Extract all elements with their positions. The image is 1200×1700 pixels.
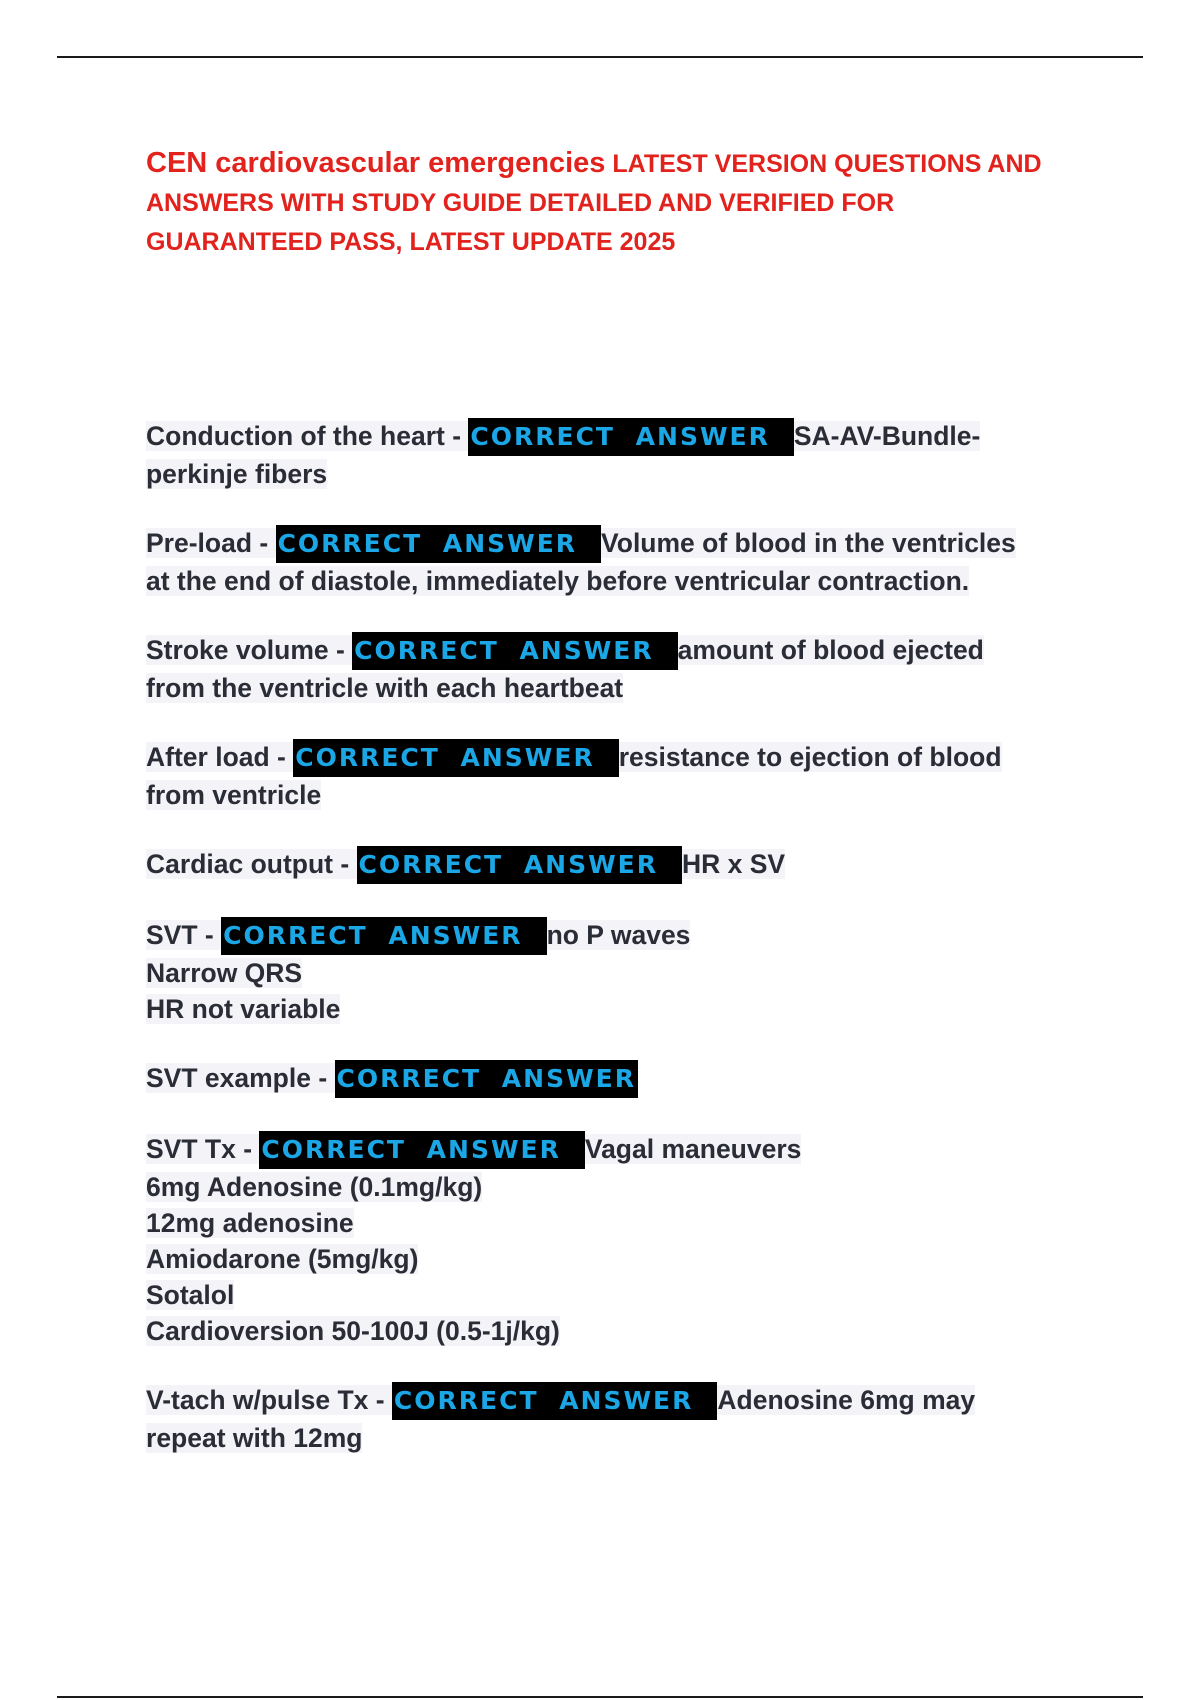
qa-line [146,632,1086,670]
qa-answer-extra-line [146,1313,1086,1349]
qa-answer-continued [146,563,1086,599]
qa-answer-continued [146,777,1086,813]
correct-answer-badge: CORRECT ANSWER [392,1382,717,1420]
qa-answer-extra-text: Sotalol [146,1280,235,1310]
qa-term: SVT Tx - [146,1134,260,1164]
qa-answer-continued-text: perkinje fibers [146,459,328,489]
correct-answer-badge: CORRECT ANSWER [468,418,793,456]
qa-answer-continued [146,456,1086,492]
qa-answer: no P waves [546,920,691,950]
document-title-lead: CEN cardiovascular emergencies [146,147,606,179]
qa-answer-continued-text: repeat with 12mg [146,1423,363,1453]
qa-answer-extra-line [146,1241,1086,1277]
qa-answer-extra-line [146,1169,1086,1205]
qa-term: Conduction of the heart - [146,421,469,451]
qa-list [146,418,1086,1489]
correct-answer-badge: CORRECT ANSWER [293,739,618,777]
document-title [146,144,1076,262]
qa-answer-extra-text: 12mg adenosine [146,1208,354,1238]
qa-answer-continued-text: from the ventricle with each heartbeat [146,673,624,703]
qa-item-stroke-volume [146,632,1086,706]
qa-answer-continued-text: at the end of diastole, immediately before ventricular contraction. [146,566,970,596]
qa-answer-continued-text: from ventricle [146,780,322,810]
qa-item-svt [146,917,1086,1027]
qa-answer: amount of blood ejected [677,635,984,665]
qa-item-cardiac-output [146,846,1086,884]
qa-answer-extra-line [146,1205,1086,1241]
qa-term: Stroke volume - [146,635,353,665]
qa-answer-extra-line [146,1277,1086,1313]
bottom-rule [57,1696,1143,1698]
document-title-rest: LATEST VERSION QUESTIONS AND ANSWERS WITH STUDY GUIDE DETAILED AND VERIFIED FOR GUARANTEED PASS, LATEST UPDATE 2025 [146,150,1042,256]
qa-answer-extra-text: Narrow QRS [146,958,303,988]
qa-answer-extra-text: 6mg Adenosine (0.1mg/kg) [146,1172,483,1202]
qa-line [146,1131,1086,1169]
qa-term: SVT - [146,920,222,950]
qa-answer-extra-text: Amiodarone (5mg/kg) [146,1244,419,1274]
qa-line [146,917,1086,955]
qa-line [146,739,1086,777]
qa-item-svt-tx [146,1131,1086,1349]
qa-answer: Adenosine 6mg may [717,1385,976,1415]
qa-line [146,1060,1086,1098]
qa-answer-continued [146,670,1086,706]
correct-answer-badge: CORRECT ANSWER [352,632,677,670]
top-rule [57,56,1143,58]
qa-answer: Vagal maneuvers [584,1134,802,1164]
qa-item-vtach-pulse-tx [146,1382,1086,1456]
qa-term: Cardiac output - [146,849,357,879]
qa-item-svt-example [146,1060,1086,1098]
qa-answer: Volume of blood in the ventricles [601,528,1016,558]
correct-answer-badge: CORRECT ANSWER [357,846,682,884]
qa-answer: SA-AV-Bundle- [793,421,981,451]
qa-line [146,846,1086,884]
qa-term: SVT example - [146,1063,335,1093]
qa-line [146,1382,1086,1420]
correct-answer-badge: CORRECT ANSWER [276,525,601,563]
qa-answer: HR x SV [682,849,786,879]
qa-term: V-tach w/pulse Tx - [146,1385,392,1415]
correct-answer-badge: CORRECT ANSWER [221,917,546,955]
correct-answer-badge: CORRECT ANSWER [259,1131,584,1169]
qa-answer-extra-line [146,955,1086,991]
qa-line [146,418,1086,456]
qa-item-afterload [146,739,1086,813]
qa-term: After load - [146,742,294,772]
correct-answer-badge: CORRECT ANSWER [335,1060,638,1098]
qa-answer-extra-text: Cardioversion 50-100J (0.5-1j/kg) [146,1316,560,1346]
qa-line [146,525,1086,563]
qa-answer-continued [146,1420,1086,1456]
qa-answer: resistance to ejection of blood [618,742,1002,772]
qa-answer-extra-line [146,991,1086,1027]
qa-item-conduction [146,418,1086,492]
qa-answer-extra-text: HR not variable [146,994,341,1024]
qa-item-preload [146,525,1086,599]
qa-term: Pre-load - [146,528,276,558]
